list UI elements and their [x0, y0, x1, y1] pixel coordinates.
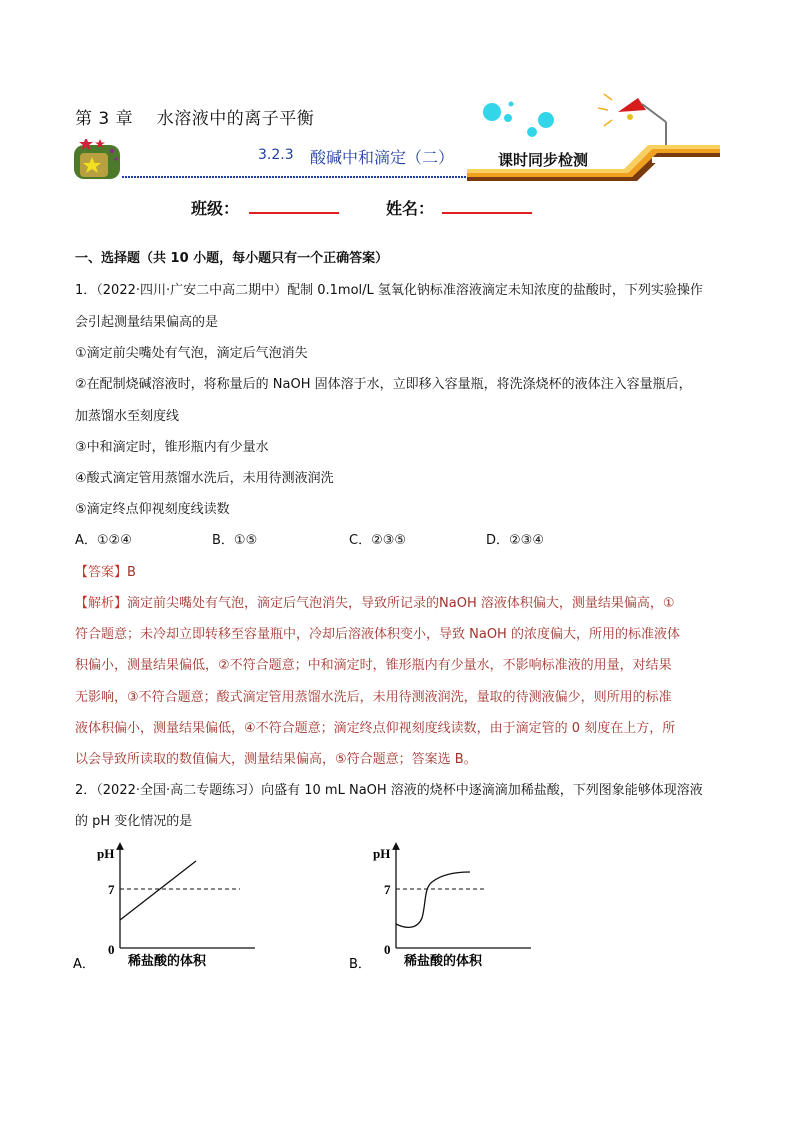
q1-option-c[interactable]: C．②③⑤ [349, 533, 407, 548]
q1-stem-line2: 会引起测量结果偏高的是 [75, 315, 219, 330]
q1-analysis-line2: 符合题意；未冷却立即转移至容量瓶中，冷却后溶液体积变小，导致 NaOH 的浓度偏大，所用的标准液体 [75, 627, 680, 642]
y-axis-label: pH [97, 846, 115, 861]
sync-check-label: 课时同步检测 [498, 151, 589, 169]
q1-option-a[interactable]: A．①②④ [75, 533, 132, 548]
q1-analysis-line3: 积偏小，测量结果偏低，②不符合题意；中和滴定时，锥形瓶内有少量水，不影响标准液的用量，对结果 [75, 658, 672, 673]
graph-option-label: B． [349, 957, 371, 972]
section-title: 酸碱中和滴定（二） [310, 148, 455, 167]
origin-label: 0 [108, 942, 115, 957]
section-heading: 一、选择题（共 10 小题，每小题只有一个正确答案） [75, 251, 389, 266]
q2-graph-b [346, 838, 536, 973]
q1-item-5: ⑤滴定终点仰视刻度线读数 [75, 502, 230, 517]
analysis-text: 滴定前尖嘴处有气泡，滴定后气泡消失，导致所记录的NaOH 溶液体积偏大，测量结果偏高，① [127, 596, 675, 611]
x-axis-label: 稀盐酸的体积 [128, 954, 207, 969]
q1-item-2: ②在配制烧碱溶液时，将称量后的 NaOH 固体溶于水，立即移入容量瓶，将洗涤烧杯的液体注入容量瓶后， [75, 377, 692, 392]
q1-option-b[interactable]: B．①⑤ [212, 533, 258, 548]
q1-item-2-cont: 加蒸馏水至刻度线 [75, 409, 180, 424]
name-field[interactable] [442, 212, 532, 214]
q1-item-3: ③中和滴定时，锥形瓶内有少量水 [75, 440, 269, 455]
q2-stem-line1: 2．（2022·全国·高二专题练习）向盛有 10 mL NaOH 溶液的烧杯中逐滴滴加稀盐酸，下列图象能够体现溶液 [75, 783, 703, 798]
q2-stem-line2: 的 pH 变化情况的是 [75, 814, 193, 829]
tick-7-label: 7 [384, 882, 391, 897]
origin-label: 0 [384, 942, 391, 957]
section-code: 3.2.3 [258, 147, 294, 163]
q1-analysis-line5: 液体积偏小，测量结果偏低，④不符合题意；滴定终点仰视刻度线读数，由于滴定管的 0 刻度在上方，所 [75, 721, 676, 736]
analysis-tag: 【解析】 [75, 596, 128, 611]
q1-item-4: ④酸式滴定管用蒸馏水洗后，未用待测液润洗 [75, 471, 334, 486]
class-label: 班级： [191, 199, 240, 218]
ph-curve [396, 872, 470, 927]
q1-answer [75, 561, 136, 580]
name-label: 姓名： [386, 199, 435, 218]
q1-item-1: ①滴定前尖嘴处有气泡，滴定后气泡消失 [75, 346, 308, 361]
answer-value: B [127, 565, 136, 580]
tick-7-label: 7 [108, 882, 115, 897]
graph-option-label: A． [73, 957, 95, 972]
q1-analysis-line6: 以会导致所读取的数值偏大，测量结果偏高，⑤符合题意；答案选 B。 [75, 752, 477, 767]
y-axis-label: pH [373, 846, 391, 861]
chapter-title: 第 3 章 水溶液中的离子平衡 [75, 109, 315, 129]
x-axis-label: 稀盐酸的体积 [404, 954, 483, 969]
class-field[interactable] [249, 212, 339, 214]
q1-stem-line1: 1．（2022·四川·广安二中高二期中）配制 0.1mol/L 氢氧化钠标准溶液滴定未知浓度的盐酸时，下列实验操作 [75, 283, 703, 298]
q1-analysis-line1 [75, 592, 675, 611]
q2-graph-a [70, 838, 260, 973]
answer-tag: 【答案】 [75, 565, 128, 580]
ph-curve [120, 861, 196, 920]
q1-option-d[interactable]: D．②③④ [486, 533, 544, 548]
q1-analysis-line4: 无影响，③不符合题意；酸式滴定管用蒸馏水洗后，未用待测液润洗，量取的待测液偏少，则所用的标准 [75, 690, 672, 705]
